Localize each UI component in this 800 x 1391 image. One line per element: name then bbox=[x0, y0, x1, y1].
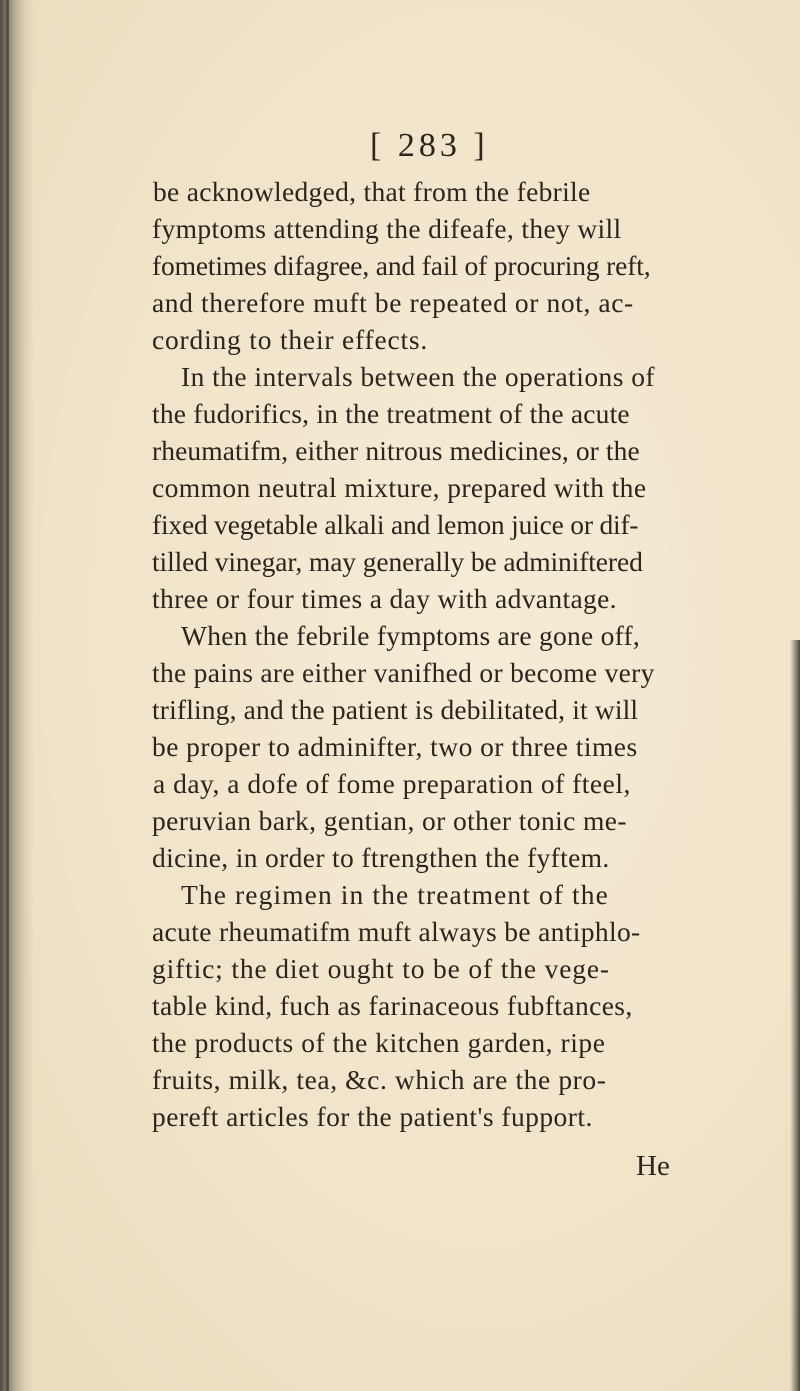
text-line: acute rheumatifm muft always be antiphlo- bbox=[152, 916, 641, 947]
text-line: tilled vinegar, may generally be adminiftered bbox=[152, 546, 643, 577]
catchword: He bbox=[636, 1150, 670, 1182]
text-line: cording to their effects. bbox=[152, 324, 429, 355]
page-number-header: [ 283 ] bbox=[370, 127, 489, 164]
text-line: When the febrile fymptoms are gone off, bbox=[181, 620, 641, 651]
text-line: rheumatifm, either nitrous medicines, or the bbox=[152, 435, 640, 466]
text-line: common neutral mixture, prepared with the bbox=[152, 472, 647, 503]
text-line: fymptoms attending the difeafe, they will bbox=[152, 213, 622, 244]
text-line: table kind, fuch as farinaceous fubftances, bbox=[152, 990, 633, 1021]
page-edge-shadow bbox=[790, 640, 800, 1391]
text-line: trifling, and the patient is debilitated, it will bbox=[152, 694, 639, 725]
text-line: pereft articles for the patient's fupport. bbox=[152, 1101, 593, 1132]
text-line: dicine, in order to ftrengthen the fyftem. bbox=[152, 842, 610, 873]
text-line: the products of the kitchen garden, ripe bbox=[152, 1027, 606, 1058]
book-binding-shadow bbox=[0, 0, 34, 1391]
text-line: and therefore muft be repeated or not, ac- bbox=[152, 287, 634, 318]
text-line: the pains are either vanifhed or become very bbox=[152, 657, 655, 688]
text-line: fixed vegetable alkali and lemon juice or dif- bbox=[152, 509, 639, 540]
text-line: In the intervals between the operations of bbox=[181, 361, 656, 392]
text-line: giftic; the diet ought to be of the vege- bbox=[152, 953, 610, 984]
text-line: fruits, milk, tea, &c. which are the pro- bbox=[152, 1064, 607, 1095]
text-line: three or four times a day with advantage. bbox=[152, 583, 617, 614]
text-line: The regimen in the treatment of the bbox=[181, 879, 609, 910]
text-line: peruvian bark, gentian, or other tonic me- bbox=[152, 805, 627, 836]
text-line: the fudorifics, in the treatment of the acute bbox=[152, 398, 630, 429]
text-line: be acknowledged, that from the febrile bbox=[153, 176, 591, 207]
text-line: a day, a dofe of fome preparation of fteel, bbox=[153, 768, 631, 799]
text-line: fometimes difagree, and fail of procuring reft, bbox=[152, 250, 651, 281]
text-line: be proper to adminifter, two or three times bbox=[152, 731, 638, 762]
